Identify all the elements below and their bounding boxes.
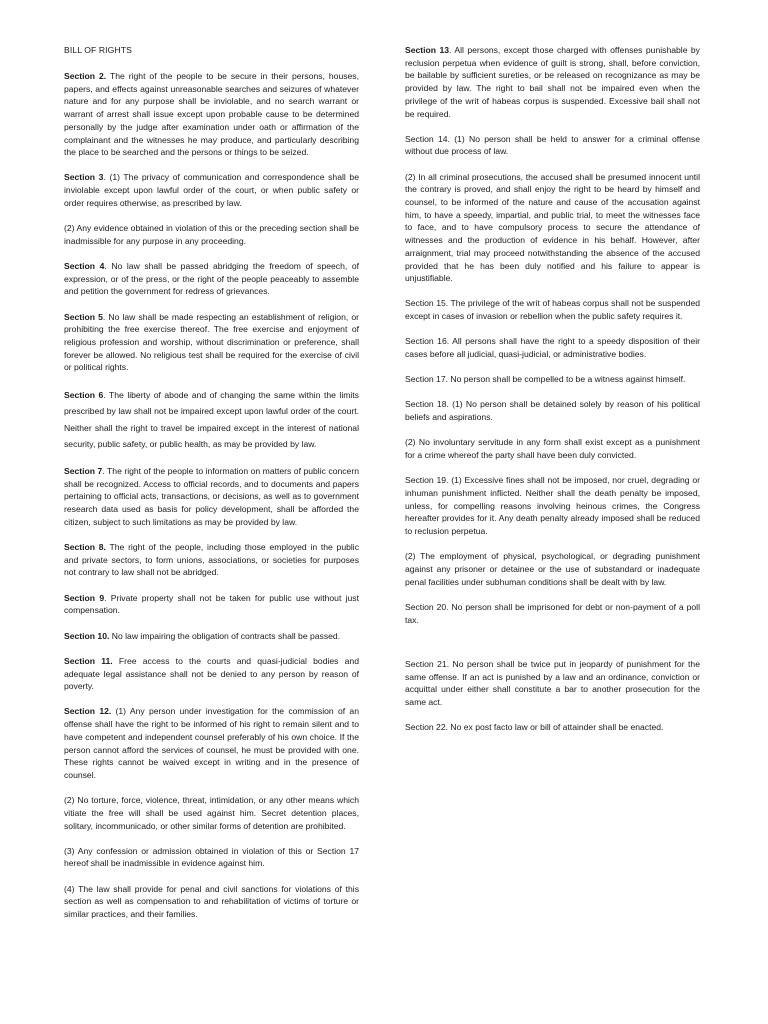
section-text: Section 22. No ex post facto law or bill of attainder shall be enacted.: [405, 722, 664, 733]
section-13-paragraph: [405, 44, 700, 120]
section-text: (2) No involuntary servitude in any form shall exist except as a punishment for a crime whereof the party shall have been duly convicted.: [405, 437, 700, 461]
section-14-2-paragraph: [405, 171, 700, 285]
section-label: Section 5: [64, 311, 103, 322]
section-label: Section 6: [64, 389, 104, 400]
section-label: Section 2.: [64, 71, 107, 81]
section-text: The right of the people, including those employed in the public and private sectors, to form unions, associations, or societies for purposes not contrary to law shall not be abridged.: [64, 542, 360, 578]
section-text: Section 15. The privilege of the writ of habeas corpus shall not be suspended except in cases of invasion or rebellion when the public safety requires it.: [405, 298, 700, 322]
section-3-paragraph: [64, 171, 359, 209]
document-title: BILL OF RIGHTS: [64, 45, 132, 55]
section-text: No law impairing the obligation of contracts shall be passed.: [109, 630, 341, 641]
section-11-paragraph: [64, 655, 359, 693]
section-18-paragraph: [405, 398, 700, 423]
section-text: . No law shall be passed abridging the freedom of speech, of expression, or of the press, or the right of the people peaceably to assemble and petition the government for redress of grievances.: [64, 260, 359, 297]
section-10-paragraph: [64, 630, 359, 643]
section-text: . Private property shall not be taken for public use without just compensation.: [64, 592, 359, 616]
section-text: (4) The law shall provide for penal and civil sanctions for violations of this section as well as compensation to and rehabilitation of victims of torture or similar practices, and their families.: [64, 883, 359, 920]
section-7-paragraph: [64, 465, 359, 529]
section-label: Section 11.: [64, 655, 113, 666]
section-label: Section 10.: [64, 630, 110, 641]
section-text: . The liberty of abode and of changing the same within the limits prescribed by law shall not be impaired except upon lawful order of the court. Neither shall the right to travel be impaired except in the interest of national security, public safety, or public health, as may be provided by law.: [64, 389, 359, 450]
section-text: . The right of the people to information on matters of public concern shall be recognized. Access to official records, and to documents and papers pertaining to official acts, transactions, or decisions, as well as to government research data used as basis for policy development, shall be afforded the citizen, subject to such limitations as may be provided by law.: [64, 466, 359, 527]
section-2-paragraph: [64, 70, 359, 159]
section-9-paragraph: [64, 592, 359, 617]
section-text: . (1) The privacy of communication and correspondence shall be inviolable except upon lawful order of the court, or when public safety or order requires otherwise, as prescribed by law.: [64, 172, 359, 208]
section-6-paragraph: [64, 387, 359, 453]
section-4-paragraph: [64, 260, 359, 298]
section-12-3-paragraph: [64, 845, 359, 870]
section-text: Free access to the courts and quasi-judicial bodies and adequate legal assistance shall not be denied to any person by reason of poverty.: [64, 655, 359, 692]
section-label: Section 9: [64, 592, 105, 603]
section-12-2-paragraph: [64, 794, 359, 832]
section-label: Section 12.: [64, 706, 112, 717]
section-19-paragraph: [405, 474, 700, 538]
section-text: . All persons, except those charged with offenses punishable by reclusion perpetua when evidence of guilt is strong, shall, before conviction, be bailable by sufficient sureties, or be released on recognizance as may be provided by law. The right to bail shall not be impaired even when the privilege of the writ of habeas corpus is suspended. Excessive bail shall not be required.: [405, 45, 700, 119]
section-label: Section 7: [64, 466, 103, 477]
section-15-paragraph: [405, 297, 700, 322]
section-text: (2) Any evidence obtained in violation of this or the preceding section shall be inadmissible for any purpose in any proceeding.: [64, 223, 359, 246]
section-5-paragraph: [64, 311, 359, 375]
section-text: The right of the people to be secure in their persons, houses, papers, and effects against unreasonable searches and seizures of whatever nature and for any purpose shall be inviolable, and no search warrant or warrant of arrest shall issue except upon probable cause to be determined personally by the judge after examination under oath or affirmation of the complainant and the witnesses he may produce, and particularly describing the place to be searched and the persons or things to be seized.: [64, 71, 359, 158]
section-18-2-paragraph: [405, 436, 700, 461]
section-text: Section 14. (1) No person shall be held to answer for a criminal offense without due process of law.: [405, 133, 700, 157]
right-column: [405, 44, 700, 746]
section-text: (2) In all criminal prosecutions, the accused shall be presumed innocent until the contrary is proved, and shall enjoy the right to be heard by himself and counsel, to be informed of the nature and cause of the accusation against him, to have a speedy, impartial, and public trial, to meet the witnesses face to face, and to have compulsory process to secure the attendance of witnesses and the production of evidence in his behalf. However, after arraignment, trial may proceed notwithstanding the absence of the accused provided that he has been duly notified and his failure to appear is unjustifiable.: [405, 171, 700, 284]
section-label: Section 4: [64, 260, 105, 271]
section-text: Section 21. No person shall be twice put in jeopardy of punishment for the same offense. If an act is punished by a law and an ordinance, conviction or acquittal under either shall constitute a bar to another prosecution for the same act.: [405, 658, 700, 707]
section-22-paragraph: [405, 721, 700, 734]
section-3-2-paragraph: [64, 222, 359, 247]
section-19-2-paragraph: [405, 550, 700, 588]
section-text: Section 16. All persons shall have the right to a speedy disposition of their cases before all judicial, quasi-judicial, or administrative bodies.: [405, 336, 700, 360]
section-label: Section 8.: [64, 542, 106, 553]
section-12-4-paragraph: [64, 883, 359, 921]
section-text: (1) Any person under investigation for the commission of an offense shall have the right to be informed of his right to remain silent and to have competent and independent counsel preferably of his own choice. If the person cannot afford the services of counsel, he must be provided with one. These rights cannot be waived except in writing and in the presence of counsel.: [64, 706, 359, 780]
left-column: [64, 44, 359, 933]
section-text: (2) No torture, force, violence, threat, intimidation, or any other means which vitiate the free will shall be used against him. Secret detention places, solitary, incommunicado, or other similar forms of detention are prohibited.: [64, 795, 359, 831]
section-8-paragraph: [64, 541, 359, 579]
section-20-paragraph: [405, 601, 700, 626]
section-text: . No law shall be made respecting an establishment of religion, or prohibiting the free exercise thereof. The free exercise and enjoyment of religious profession and worship, without discrimination or preference, shall forever be allowed. No religious test shall be required for the exercise of civil or political rights.: [64, 311, 359, 373]
section-text: (3) Any confession or admission obtained in violation of this or Section 17 hereof shall be inadmissible in evidence against him.: [64, 845, 359, 869]
section-text: Section 18. (1) No person shall be detained solely by reason of his political beliefs and aspirations.: [405, 399, 700, 423]
section-21-paragraph: [405, 658, 700, 709]
section-text: Section 17. No person shall be compelled to be a witness against himself.: [405, 374, 686, 385]
section-text: Section 19. (1) Excessive fines shall not be imposed, nor cruel, degrading or inhuman punishment inflicted. Neither shall the death penalty be imposed, unless, for compelling reasons involving heinous crimes, the Congress hereafter provides for it. Any death penalty already imposed shall be reduced to reclusion perpetua.: [405, 475, 700, 537]
section-16-paragraph: [405, 335, 700, 360]
section-text: (2) The employment of physical, psychological, or degrading punishment against any prisoner or detainee or the use of substandard or inadequate penal facilities under subhuman conditions shall be dealt with by law.: [405, 551, 700, 587]
section-12-paragraph: [64, 705, 359, 781]
spacer: [405, 639, 700, 658]
section-text: Section 20. No person shall be imprisoned for debt or non-payment of a poll tax.: [405, 601, 700, 625]
section-14-paragraph: [405, 133, 700, 158]
section-label: Section 3: [64, 172, 104, 183]
section-17-paragraph: [405, 373, 700, 386]
section-label: Section 13: [405, 45, 450, 55]
